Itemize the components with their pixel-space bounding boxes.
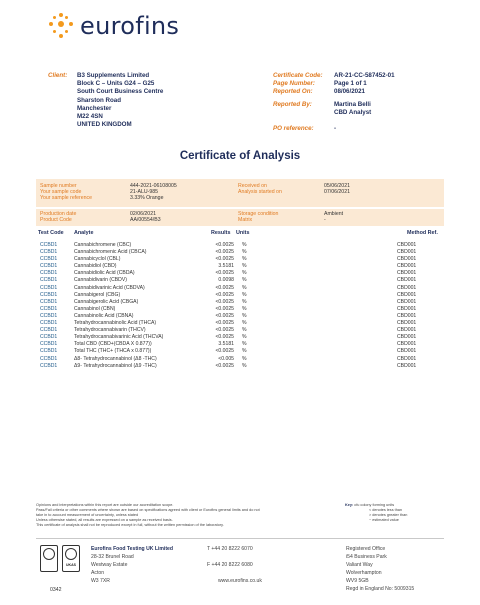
- analyte-cell: Cannabidiolic Acid (CBDA): [74, 270, 135, 277]
- ukas-badge-text: UKAS: [66, 563, 76, 567]
- unit-cell: %: [242, 362, 247, 369]
- key-item: > denotes greater than: [369, 512, 408, 517]
- table-row: [36, 299, 444, 306]
- table-row: [36, 277, 444, 284]
- footer-divider: [36, 538, 444, 539]
- unit-cell: %: [242, 298, 247, 305]
- analyte-cell: Total CBD (CBD+(CBDA X 0.877)): [74, 341, 152, 348]
- test-code-cell: CCBD1: [40, 320, 58, 327]
- method-ref-cell: CBD001: [397, 256, 417, 263]
- method-ref-cell: CBD001: [397, 242, 417, 248]
- address-line: WV9 5GB: [346, 578, 369, 584]
- analyte-cell: Tetrahydrocannabinolic Acid (THCA): [74, 320, 157, 327]
- method-ref-cell: CBD001: [397, 320, 417, 327]
- result-cell: <0.0025: [215, 348, 234, 355]
- method-ref-cell: CBD001: [397, 263, 417, 270]
- test-code-cell: CCBD1: [40, 312, 58, 319]
- cert-labels: [273, 72, 323, 133]
- table-row: [36, 348, 444, 355]
- analyte-cell: Cannabinol (CBN): [74, 305, 116, 312]
- analyte-cell: Cannabichromene (CBC): [74, 242, 132, 248]
- method-ref-cell: CBD001: [397, 355, 417, 362]
- key-legend: [345, 503, 407, 523]
- test-code-cell: CCBD1: [40, 305, 58, 312]
- result-cell: <0.0025: [215, 362, 234, 369]
- result-cell: <0.0025: [215, 291, 234, 298]
- client-line: UNITED KINGDOM: [77, 121, 132, 129]
- test-code-cell: CCBD1: [40, 334, 58, 341]
- key-title: Key:: [345, 503, 354, 507]
- result-cell: <0.0025: [215, 242, 234, 248]
- sample-number-label: Sample number: [40, 183, 77, 189]
- result-cell: <0.0025: [215, 334, 234, 341]
- report-notes: [36, 503, 336, 528]
- sample-info-band: [36, 179, 444, 207]
- table-row: [36, 285, 444, 292]
- method-ref-cell: CBD001: [397, 334, 417, 341]
- cert-values: [334, 72, 395, 133]
- storage-condition-label: Storage condition: [238, 211, 279, 217]
- key-item: cfu colony forming units: [354, 503, 395, 507]
- analyte-cell: Cannabinolic Acid (CBNA): [74, 312, 134, 319]
- contact-details: [207, 545, 262, 585]
- unit-cell: %: [242, 348, 247, 355]
- col-analyte: Analyte: [74, 230, 94, 236]
- result-cell: <0.0025: [215, 270, 234, 277]
- analysis-started: 07/06/2021: [324, 189, 350, 196]
- analyte-cell: Tetrahydrocannabivarinic Acid (THCVA): [74, 334, 164, 341]
- method-ref-cell: CBD001: [397, 327, 417, 334]
- cert-code: AR-21-CC-587452-01: [334, 72, 395, 79]
- unit-cell: %: [242, 256, 247, 263]
- po-reference: -: [334, 125, 337, 133]
- production-info-band: [36, 209, 444, 226]
- analyte-cell: Cannabidivarin (CBDV): [74, 277, 127, 284]
- analyte-cell: Cannabichromenic Acid (CBCA): [74, 249, 147, 256]
- client-line: Block C – Units G24 – G25: [77, 80, 155, 88]
- dates-labels: [238, 183, 282, 195]
- production-date: 02/06/2021: [130, 211, 156, 217]
- table-row: [36, 320, 444, 327]
- unit-cell: %: [242, 355, 247, 362]
- table-row: [36, 242, 444, 249]
- your-sample-code-label: Your sample code: [40, 189, 82, 196]
- unit-cell: %: [242, 312, 247, 319]
- analyte-cell: Δ8- Tetrahydrocannabinol (Δ8 -THC): [74, 355, 157, 362]
- test-code-cell: CCBD1: [40, 284, 58, 291]
- test-code-cell: CCBD1: [40, 242, 58, 248]
- result-cell: <0.0025: [215, 284, 234, 291]
- address-line: Acton: [91, 570, 105, 576]
- table-row: [36, 341, 444, 348]
- production-date-label: Production date: [40, 211, 77, 217]
- analyte-cell: Cannabigerol (CBG): [74, 291, 121, 298]
- result-cell: <0.0025: [215, 249, 234, 256]
- unit-cell: %: [242, 334, 247, 341]
- client-address: [77, 72, 163, 129]
- client-line: Manchester: [77, 104, 112, 112]
- test-code-cell: CCBD1: [40, 348, 58, 355]
- storage-values: [324, 211, 343, 223]
- table-row: [36, 263, 444, 270]
- unit-cell: %: [242, 277, 247, 284]
- method-ref-cell: CBD001: [397, 249, 417, 256]
- analysis-started-label: Analysis started on: [238, 189, 282, 196]
- analyte-cell: Tetrahydrocannabivarin (THCV): [74, 327, 146, 334]
- address-line: i54 Business Park: [346, 554, 387, 560]
- method-ref-cell: CBD001: [397, 348, 417, 355]
- analyte-cell: Cannabicyclol (CBL): [74, 256, 121, 263]
- table-row: [36, 256, 444, 263]
- your-sample-code: 21-ALU-985: [130, 189, 158, 196]
- unit-cell: %: [242, 242, 247, 248]
- note-line: This certificate of analysis shall not be reproduced except in full, without the written permission of the laboratory.: [36, 522, 224, 527]
- table-row: [36, 292, 444, 299]
- address-line: Westway Estate: [91, 562, 128, 568]
- fax-number: F +44 20 8222 6080: [207, 562, 253, 568]
- reported-by: Martina Belli: [334, 100, 371, 108]
- matrix: -: [324, 217, 326, 224]
- unit-cell: %: [242, 263, 247, 270]
- website-link[interactable]: www.eurofins.co.uk: [218, 578, 262, 584]
- test-code-cell: CCBD1: [40, 291, 58, 298]
- page-number-label: Page Number:: [273, 80, 315, 88]
- table-row: [36, 249, 444, 256]
- test-code-cell: CCBD1: [40, 277, 58, 284]
- col-test-code: Test Code: [38, 230, 64, 236]
- unit-cell: %: [242, 320, 247, 327]
- po-reference-label: PO reference:: [273, 124, 314, 132]
- unit-cell: %: [242, 305, 247, 312]
- dates-values: [324, 183, 350, 195]
- product-code: AA/00554/B3: [130, 217, 161, 224]
- unit-cell: %: [242, 341, 247, 348]
- note-line: Unless otherwise stated, all results are expressed on a sample as received basis.: [36, 517, 173, 522]
- address-line: 28-32 Brunel Road: [91, 554, 134, 560]
- analyte-cell: Total THC (THC+ (THCA x 0.877)): [74, 348, 152, 355]
- key-item: ~ estimated value: [369, 517, 399, 522]
- unit-cell: %: [242, 284, 247, 291]
- sample-values: [130, 183, 177, 202]
- lab-address: [91, 545, 173, 585]
- note-line: take in to account measurement of uncertainty, unless stated: [36, 512, 139, 517]
- table-row: [36, 306, 444, 313]
- storage-labels: [238, 211, 278, 223]
- test-code-cell: CCBD1: [40, 341, 58, 348]
- method-ref-cell: CBD001: [397, 298, 417, 305]
- matrix-label: Matrix: [238, 217, 253, 224]
- result-cell: <0.0025: [215, 312, 234, 319]
- reported-by-label: Reported By:: [273, 100, 312, 108]
- result-cell: 3.5181: [218, 263, 234, 270]
- sample-labels: [40, 183, 92, 202]
- unit-cell: %: [242, 249, 247, 256]
- test-code-cell: CCBD1: [40, 327, 58, 334]
- unit-cell: %: [242, 327, 247, 334]
- received-on: 05/06/2021: [324, 183, 350, 189]
- address-line: W3 7XR: [91, 578, 110, 584]
- address-line: Regd in England No: 5009315: [346, 586, 415, 592]
- table-row: [36, 356, 444, 363]
- result-cell: 0.0098: [218, 277, 234, 284]
- col-units: Units: [236, 230, 250, 236]
- result-cell: <0.0025: [215, 305, 234, 312]
- your-sample-reference: 3.33% Orange: [130, 195, 164, 202]
- table-row: [36, 363, 444, 370]
- note-line: Opinions and interpretations within this report are outside our accreditation scope.: [36, 503, 174, 507]
- note-line: Pass/Fail criteria or other comments where shown are based on specifications agreed with client or Eurofins general limits and do not: [36, 507, 260, 512]
- eurofins-logo: [48, 12, 179, 40]
- result-cell: <0.0025: [215, 327, 234, 334]
- client-line: Sharston Road: [77, 96, 122, 104]
- sample-number: 444-2021-06108005: [130, 183, 177, 189]
- result-cell: <0.0025: [215, 256, 234, 263]
- accreditation-mark-icon: [40, 545, 58, 572]
- address-line: Valiant Way: [346, 562, 373, 568]
- page-number: Page 1 of 1: [334, 80, 367, 88]
- phone-number: T +44 20 8222 6070: [207, 546, 253, 552]
- test-code-cell: CCBD1: [40, 298, 58, 305]
- client-line: B3 Supplements Limited: [77, 72, 150, 79]
- accreditation-number: 0342: [50, 587, 62, 593]
- results-table-body: [36, 242, 444, 370]
- table-row: [36, 327, 444, 334]
- table-row: [36, 334, 444, 341]
- reporter-role: CBD Analyst: [334, 108, 372, 116]
- client-label: Client:: [48, 72, 68, 79]
- logo-dots-icon: [48, 13, 74, 39]
- table-row: [36, 270, 444, 277]
- production-labels: [40, 211, 76, 223]
- address-line: Registered Office: [346, 546, 386, 552]
- test-code-cell: CCBD1: [40, 270, 58, 277]
- logo-wordmark: eurofins: [80, 12, 180, 40]
- col-results: Results: [211, 230, 231, 236]
- client-line: M22 4SN: [77, 113, 103, 121]
- col-method-ref: Method Ref.: [407, 230, 438, 236]
- test-code-cell: CCBD1: [40, 256, 58, 263]
- product-code-label: Product Code: [40, 217, 72, 224]
- method-ref-cell: CBD001: [397, 284, 417, 291]
- test-code-cell: CCBD1: [40, 249, 58, 256]
- reported-on: 08/06/2021: [334, 88, 365, 96]
- test-code-cell: CCBD1: [40, 355, 58, 362]
- result-cell: <0.0025: [215, 298, 234, 305]
- method-ref-cell: CBD001: [397, 291, 417, 298]
- storage-condition: Ambient: [324, 211, 344, 217]
- method-ref-cell: CBD001: [397, 312, 417, 319]
- result-cell: <0.0025: [215, 320, 234, 327]
- test-code-cell: CCBD1: [40, 362, 58, 369]
- production-values: [130, 211, 161, 223]
- company-name: Eurofins Food Testing UK Limited: [91, 546, 173, 552]
- method-ref-cell: CBD001: [397, 277, 417, 284]
- result-cell: 3.5181: [218, 341, 234, 348]
- key-item: < denotes less than: [369, 507, 403, 512]
- unit-cell: %: [242, 270, 247, 277]
- method-ref-cell: CBD001: [397, 341, 417, 348]
- method-ref-cell: CBD001: [397, 270, 417, 277]
- table-row: [36, 313, 444, 320]
- reported-on-label: Reported On:: [273, 88, 313, 96]
- method-ref-cell: CBD001: [397, 362, 417, 369]
- cert-code-label: Certificate Code:: [273, 72, 323, 79]
- received-on-label: Received on: [238, 183, 267, 189]
- analyte-cell: Cannabidiol (CBD): [74, 263, 117, 270]
- address-line: Wolverhampton: [346, 570, 382, 576]
- analyte-cell: Δ9- Tetrahydrocannabinol (Δ9 -THC): [74, 362, 157, 369]
- page-title: Certificate of Analysis: [179, 150, 301, 162]
- test-code-cell: CCBD1: [40, 263, 58, 270]
- analyte-cell: Cannabidivarinic Acid (CBDVA): [74, 284, 145, 291]
- method-ref-cell: CBD001: [397, 305, 417, 312]
- your-sample-reference-label: Your sample reference: [40, 195, 93, 202]
- ukas-badge-icon: [62, 545, 80, 572]
- result-cell: <0.005: [218, 355, 234, 362]
- registered-office: [346, 545, 414, 593]
- unit-cell: %: [242, 291, 247, 298]
- analyte-cell: Cannabigerolic Acid (CBGA): [74, 298, 139, 305]
- client-line: South Court Business Centre: [77, 88, 164, 96]
